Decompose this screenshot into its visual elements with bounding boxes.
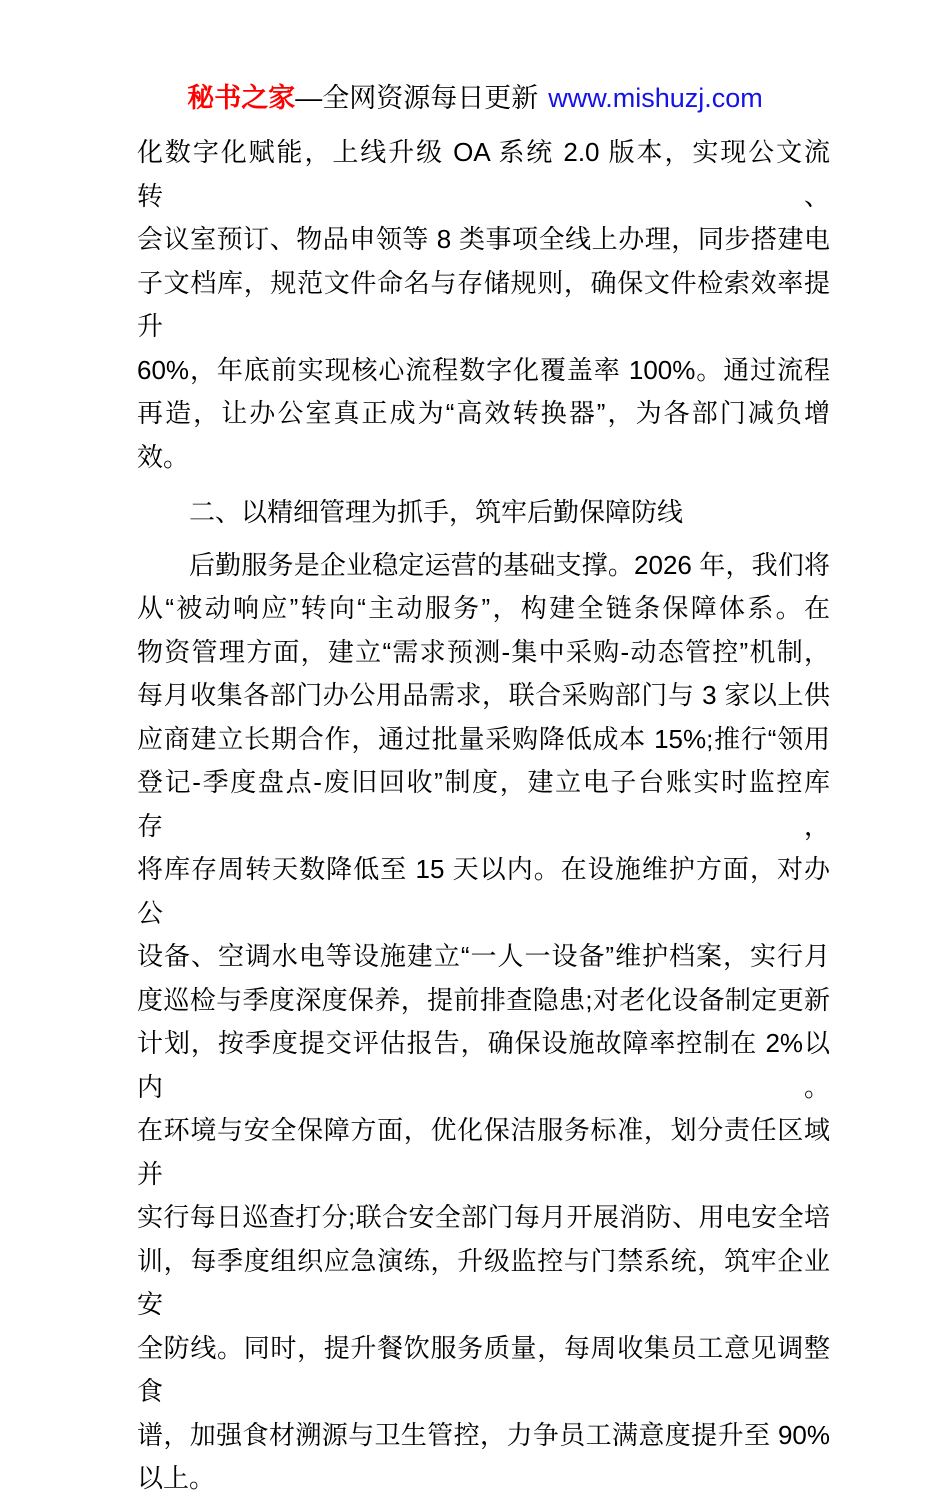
text-line: 再造，让办公室真正成为“高效转换器”，为各部门减负增效。 — [137, 398, 830, 472]
text-line: 每月收集各部门办公用品需求，联合采购部门与 3 家以上供 — [137, 680, 830, 710]
text-line: 会议室预订、物品申领等 8 类事项全线上办理，同步搭建电 — [137, 224, 830, 254]
site-tagline — [295, 83, 538, 113]
text-line: 物资管理方面，建立“需求预测-集中采购-动态管控”机制， — [137, 636, 830, 667]
site-brand: 秘书之家 — [187, 83, 296, 113]
site-url-link[interactable]: www.mishuzj.com — [548, 83, 763, 113]
text-line: 登记-季度盘点-废旧回收”制度，建立电子台账实时监控库存， — [137, 767, 830, 841]
separator-dash: — — [295, 83, 323, 113]
text-line: 子文档库，规范文件命名与存储规则，确保文件检索效率提升 — [137, 267, 830, 341]
text-line: 计划，按季度提交评估报告，确保设施故障率控制在 2%以内。 — [137, 1028, 830, 1102]
text-line: 应商建立长期合作，通过批量采购降低成本 15%;推行“领用 — [137, 723, 830, 754]
text-line: 实行每日巡查打分;联合安全部门每月开展消防、用电安全培 — [137, 1202, 830, 1232]
site-tagline-text: 全网资源每日更新 — [322, 83, 539, 113]
text-line: 设备、空调水电等设施建立“一人一设备”维护档案，实行月 — [137, 941, 830, 971]
text-line: 从“被动响应”转向“主动服务”，构建全链条保障体系。在 — [137, 593, 830, 623]
section-heading — [137, 491, 830, 535]
text-line: 在环境与安全保障方面，优化保洁服务标准，划分责任区域并 — [137, 1115, 830, 1189]
text-line: 化数字化赋能，上线升级 OA 系统 2.0 版本，实现公文流转、 — [137, 137, 830, 211]
text-line: 60%，年底前实现核心流程数字化覆盖率 100%。通过流程 — [137, 354, 830, 385]
document-body — [137, 131, 830, 1501]
text-line: 后勤服务是企业稳定运营的基础支撑。2026 年，我们将 — [189, 549, 830, 580]
text-line: 将库存周转天数降低至 15 天以内。在设施维护方面，对办公 — [137, 854, 830, 928]
text-line: 二、以精细管理为抓手，筑牢后勤保障防线 — [189, 497, 684, 527]
text-line: 谱，加强食材溯源与卫生管控，力争员工满意度提升至 90% — [137, 1419, 830, 1450]
text-line: 度巡检与季度深度保养，提前排查隐患;对老化设备制定更新 — [137, 984, 830, 1015]
text-line: 训，每季度组织应急演练，升级监控与门禁系统，筑牢企业安 — [137, 1245, 830, 1319]
text-line: 以上。 — [137, 1463, 216, 1493]
text-line: 全防线。同时，提升餐饮服务质量，每周收集员工意见调整食 — [137, 1332, 830, 1406]
paragraph — [137, 544, 830, 1501]
paragraph — [137, 131, 830, 479]
site-header — [0, 78, 950, 118]
